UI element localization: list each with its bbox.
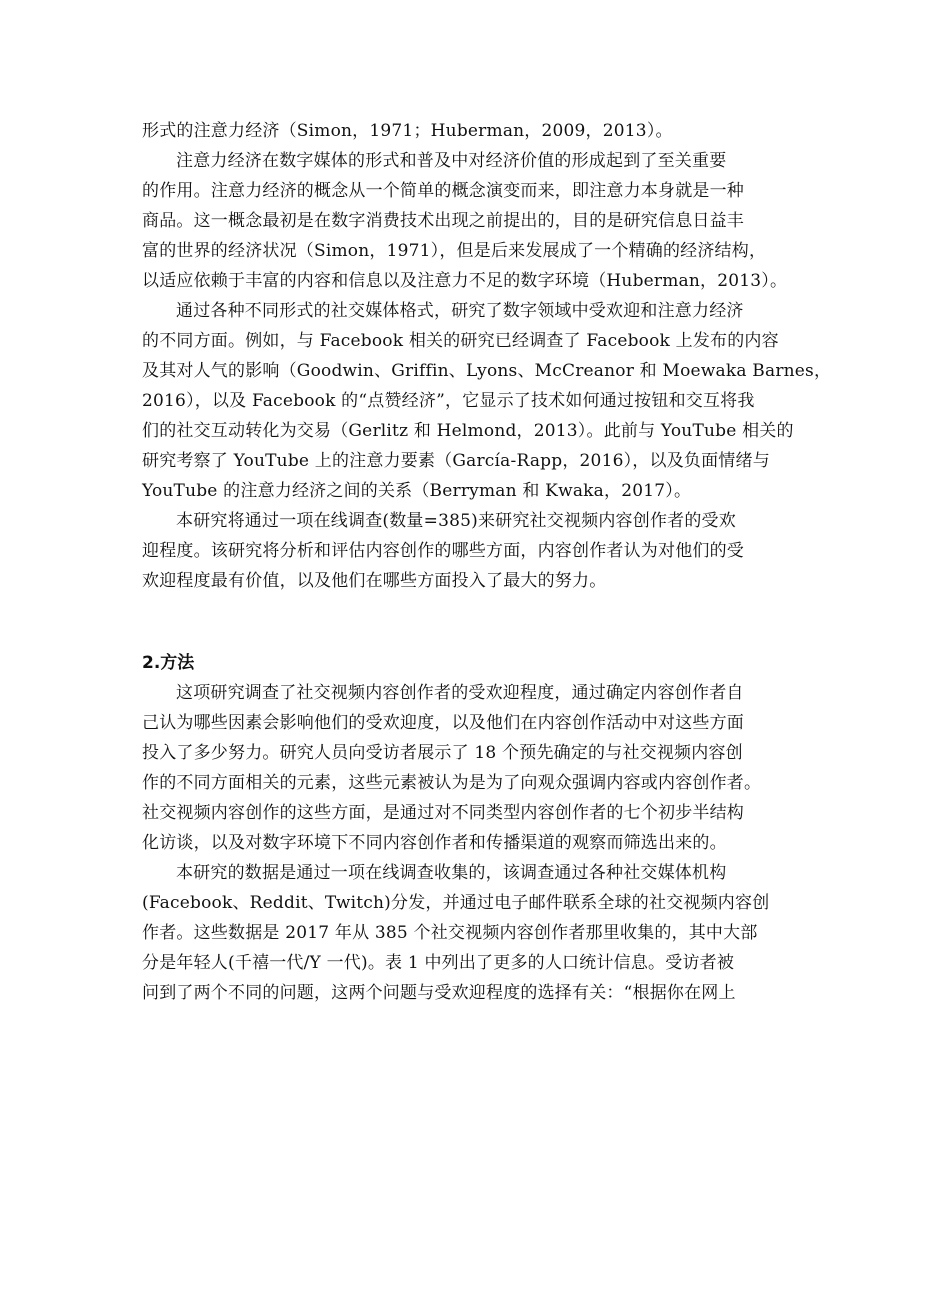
- text-line: 富的世界的经济状况（Simon，1971），但是后来发展成了一个精确的经济结构，: [142, 241, 767, 261]
- text-line: 这项研究调查了社交视频内容创作者的受欢迎程度，通过确定内容创作者自: [176, 683, 744, 703]
- text-line: 作的不同方面相关的元素，这些元素被认为是为了向观众强调内容或内容创作者。: [142, 773, 762, 793]
- text-line: 们的社交互动转化为交易（Gerlitz 和 Helmond，2013）。此前与 YouTube 相关的: [142, 421, 794, 441]
- text-line: 迎程度。该研究将分析和评估内容创作的哪些方面，内容创作者认为对他们的受: [142, 541, 744, 561]
- text-line: 以适应依赖于丰富的内容和信息以及注意力不足的数字环境（Huberman，2013）。: [142, 271, 788, 291]
- paragraph: [142, 858, 792, 1008]
- text-line: 化访谈，以及对数字环境下不同内容创作者和传播渠道的观察而筛选出来的。: [142, 833, 727, 853]
- section-spacer: [142, 596, 792, 648]
- text-line: 本研究将通过一项在线调查(数量=385)来研究社交视频内容创作者的受欢: [176, 511, 736, 531]
- text-line: 欢迎程度最有价值，以及他们在哪些方面投入了最大的努力。: [142, 571, 607, 591]
- text-line: 及其对人气的影响（Goodwin、Griffin、Lyons、McCreanor 和 Moewaka Barnes，: [142, 361, 832, 381]
- text-line: 社交视频内容创作的这些方面，是通过对不同类型内容创作者的七个初步半结构: [142, 803, 744, 823]
- document-body: [142, 116, 832, 1008]
- paragraph: [142, 296, 832, 506]
- text-line: 问到了两个不同的问题，这两个问题与受欢迎程度的选择有关：“根据你在网上: [142, 983, 736, 1003]
- text-line: 商品。这一概念最初是在数字消费技术出现之前提出的，目的是研究信息日益丰: [142, 211, 744, 231]
- text-line: 2016），以及 Facebook 的“点赞经济”，它显示了技术如何通过按钮和交互将我: [142, 391, 755, 411]
- text-line: 形式的注意力经济（Simon，1971；Huberman，2009，2013）。: [142, 121, 673, 141]
- paragraph: [142, 506, 792, 596]
- text-line: (Facebook、Reddit、Twitch)分发，并通过电子邮件联系全球的社交视频内容创: [142, 893, 770, 913]
- paragraph: [142, 146, 792, 296]
- text-line: 己认为哪些因素会影响他们的受欢迎度，以及他们在内容创作活动中对这些方面: [142, 713, 744, 733]
- section-heading: 2.方法: [142, 653, 195, 673]
- text-line: 通过各种不同形式的社交媒体格式，研究了数字领域中受欢迎和注意力经济: [176, 301, 744, 321]
- text-line: 本研究的数据是通过一项在线调查收集的，该调查通过各种社交媒体机构: [176, 863, 727, 883]
- text-line: YouTube 的注意力经济之间的关系（Berryman 和 Kwaka，2017）。: [142, 481, 692, 501]
- paragraph: [142, 678, 792, 858]
- text-line: 作者。这些数据是 2017 年从 385 个社交视频内容创作者那里收集的，其中大部: [142, 923, 758, 943]
- paragraph: [142, 116, 792, 146]
- text-line: 投入了多少努力。研究人员向受访者展示了 18 个预先确定的与社交视频内容创: [142, 743, 743, 763]
- text-line: 的不同方面。例如，与 Facebook 相关的研究已经调查了 Facebook 上发布的内容: [142, 331, 779, 351]
- text-line: 注意力经济在数字媒体的形式和普及中对经济价值的形成起到了至关重要: [176, 151, 727, 171]
- text-line: 分是年轻人(千禧一代/Y 一代)。表 1 中列出了更多的人口统计信息。受访者被: [142, 953, 735, 973]
- text-line: 研究考察了 YouTube 上的注意力要素（García-Rapp，2016），以及负面情绪与: [142, 451, 770, 471]
- text-line: 的作用。注意力经济的概念从一个简单的概念演变而来，即注意力本身就是一种: [142, 181, 744, 201]
